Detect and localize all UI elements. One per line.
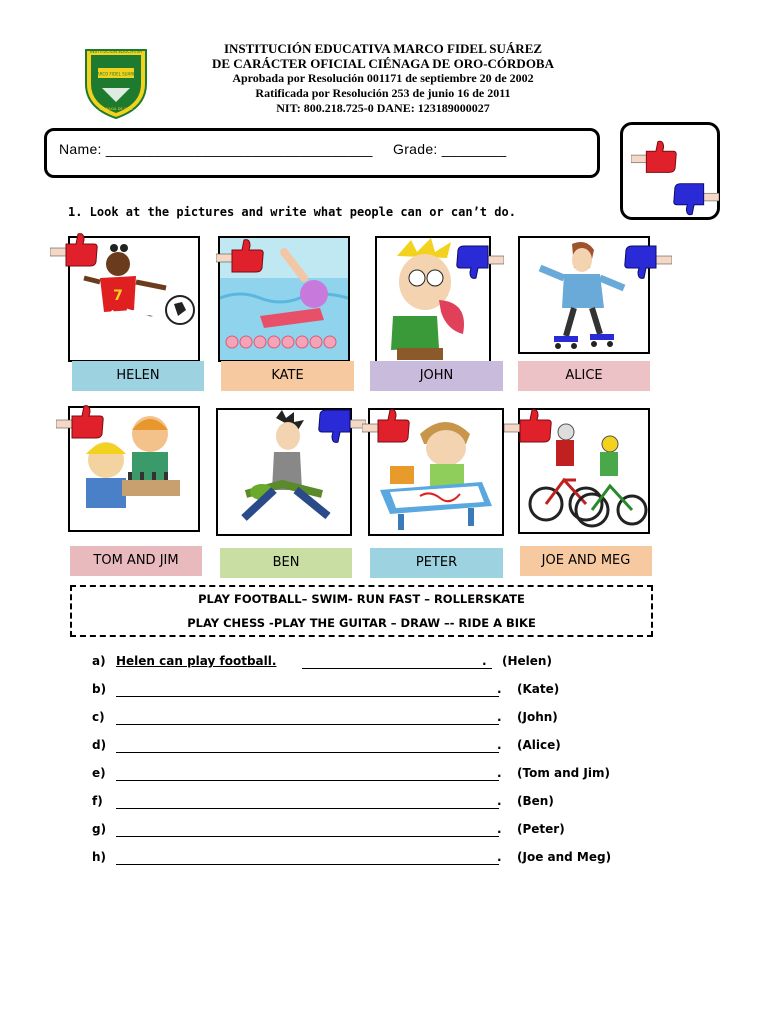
header-line-4: Ratificada por Resolución 253 de junio 16 de 2011 (255, 86, 511, 100)
svg-text:CIENAGA DE ORO: CIENAGA DE ORO (99, 106, 133, 111)
answer-underline (302, 668, 492, 669)
label-bg: JOE AND MEG (520, 546, 652, 576)
answer-period: . (497, 738, 502, 752)
grade-field[interactable]: Grade: ________ (393, 141, 507, 157)
label-helen (72, 361, 204, 391)
school-header (160, 42, 606, 116)
answer-f[interactable] (92, 794, 652, 814)
answer-blank[interactable] (116, 836, 499, 837)
answer-period: . (497, 850, 502, 864)
thumbs-legend (620, 122, 720, 220)
word-bank-row-2: PLAY CHESS -PLAY THE GUITAR – DRAW –- RIDE A BIKE (187, 616, 536, 630)
label-joe-and-meg (520, 546, 652, 576)
answer-blank[interactable] (116, 696, 499, 697)
header-line-3: Aprobada por Resolución 001171 de septiembre 20 de 2002 (232, 71, 534, 85)
answer-period: . (497, 822, 502, 836)
answer-blank[interactable] (116, 724, 499, 725)
label-bg: JOHN (370, 361, 503, 391)
answer-blank[interactable] (116, 780, 499, 781)
thumb-down-icon (456, 244, 504, 280)
word-bank (70, 585, 653, 637)
word-bank-row-1: PLAY FOOTBALL– SWIM- RUN FAST – ROLLERSKATE (198, 592, 525, 606)
answer-person: (Helen) (502, 654, 552, 668)
answer-letter: e) (92, 766, 106, 780)
thumb-up-icon (631, 139, 677, 175)
answer-letter: g) (92, 822, 107, 836)
svg-text:7: 7 (113, 288, 123, 304)
answer-a (92, 654, 652, 674)
label-peter (370, 548, 503, 578)
answer-d[interactable] (92, 738, 652, 758)
label-bg: BEN (220, 548, 352, 578)
label-john (370, 361, 503, 391)
answer-person: (Tom and Jim) (517, 766, 610, 780)
label-ben (220, 548, 352, 578)
answer-letter: a) (92, 654, 106, 668)
answer-person: (Joe and Meg) (517, 850, 612, 864)
answer-person: (John) (517, 710, 558, 724)
answer-h[interactable] (92, 850, 652, 870)
thumb-down-icon (318, 408, 366, 444)
answer-g[interactable] (92, 822, 652, 842)
answer-e[interactable] (92, 766, 652, 786)
thumb-down-icon (673, 181, 719, 217)
answer-period: . (497, 682, 502, 696)
answer-letter: f) (92, 794, 103, 808)
answer-blank[interactable] (116, 864, 499, 865)
thumb-up-icon (216, 238, 264, 274)
answer-b[interactable] (92, 682, 652, 702)
answer-letter: d) (92, 738, 107, 752)
thumb-down-icon (624, 244, 672, 280)
header-line-1: INSTITUCIÓN EDUCATIVA MARCO FIDEL SUÁREZ (223, 41, 543, 56)
answer-letter: h) (92, 850, 107, 864)
answer-period: . (497, 710, 502, 724)
label-tom-and-jim (70, 546, 202, 576)
svg-text:INSTITUCION EDUCATIVA: INSTITUCION EDUCATIVA (89, 49, 143, 54)
answer-person: (Kate) (517, 682, 560, 696)
label-bg: ALICE (518, 361, 650, 391)
thumb-up-icon (362, 408, 410, 444)
answer-period: . (497, 794, 502, 808)
svg-text:MARCO FIDEL SUAREZ: MARCO FIDEL SUAREZ (93, 71, 139, 77)
answer-blank[interactable] (116, 752, 499, 753)
answer-person: (Ben) (517, 794, 554, 808)
name-grade-box (44, 128, 600, 178)
thumb-up-icon (56, 404, 104, 440)
answer-period: . (497, 766, 502, 780)
answer-text: Helen can play football. (116, 654, 277, 668)
thumb-up-icon (50, 232, 98, 268)
header-line-2: DE CARÁCTER OFICIAL CIÉNAGA DE ORO-CÓRDOBA (211, 56, 554, 71)
answer-c[interactable] (92, 710, 652, 730)
label-kate (221, 361, 354, 391)
answer-person: (Alice) (517, 738, 561, 752)
answer-blank[interactable] (116, 808, 499, 809)
answer-person: (Peter) (517, 822, 565, 836)
answer-period: . (482, 654, 487, 668)
name-field[interactable]: Name: _________________________________ (59, 141, 373, 157)
label-alice (518, 361, 650, 391)
thumb-up-icon (504, 408, 552, 444)
instruction-text: 1. Look at the pictures and write what people can or can’t do. (68, 205, 516, 219)
header-line-5: NIT: 800.218.725-0 DANE: 123189000027 (276, 101, 490, 115)
label-bg: KATE (221, 361, 354, 391)
answer-letter: b) (92, 682, 107, 696)
school-logo (78, 44, 154, 120)
label-bg: TOM AND JIM (70, 546, 202, 576)
answer-letter: c) (92, 710, 105, 724)
label-bg: PETER (370, 548, 503, 578)
label-bg: HELEN (72, 361, 204, 391)
